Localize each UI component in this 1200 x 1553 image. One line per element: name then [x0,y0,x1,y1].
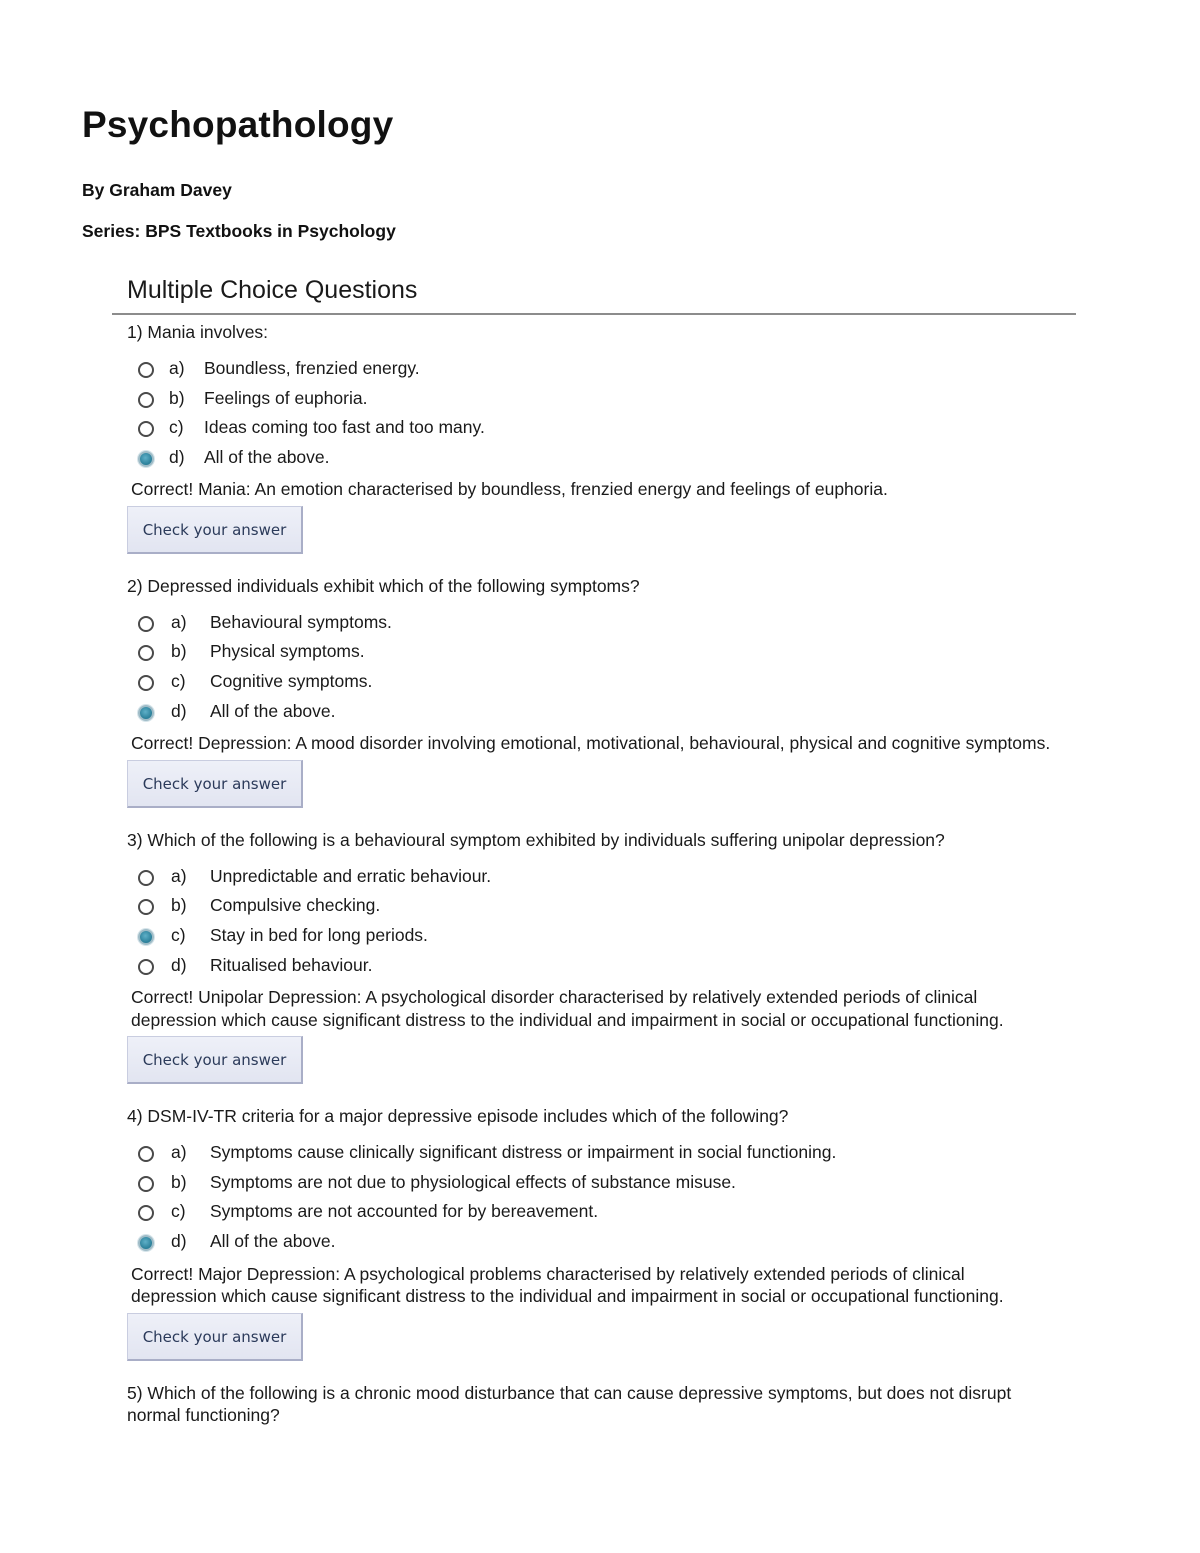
option-a[interactable] [112,864,1062,894]
option-b[interactable] [112,1170,1062,1200]
option-text: Stay in bed for long periods. [210,924,428,945]
option-c[interactable] [112,415,1062,445]
option-d[interactable] [112,699,1062,729]
option-text: Ideas coming too fast and too many. [204,417,485,438]
option-letter: d) [171,700,187,721]
radio-button[interactable] [138,616,154,632]
option-letter: b) [171,1171,187,1192]
question-list [112,320,1062,1426]
section-title: Multiple Choice Questions [127,276,418,304]
option-letter: d) [171,1230,187,1251]
option-letter: c) [171,924,186,945]
radio-button[interactable] [138,870,154,886]
radio-button[interactable] [138,959,154,975]
radio-button[interactable] [138,1176,154,1192]
radio-button[interactable] [138,899,154,915]
option-letter: d) [169,446,185,467]
check-answer-button[interactable]: Check your answer [127,506,303,554]
author-line: By Graham Davey [82,180,232,200]
option-list [112,1140,1062,1258]
option-a[interactable] [112,1140,1062,1170]
question-stem: 1) Mania involves: [127,322,269,342]
answer-feedback: Correct! Depression: A mood disorder involving emotional, motivational, behavioural, physical and cognitive symptoms. [131,733,1051,754]
option-letter: c) [169,417,184,438]
check-answer-button[interactable]: Check your answer [127,760,303,808]
check-answer-button[interactable]: Check your answer [127,1313,303,1361]
radio-button[interactable] [138,392,154,408]
option-c[interactable] [112,923,1062,953]
option-b[interactable] [112,639,1062,669]
question-stem: 5) Which of the following is a chronic mood disturbance that can cause depressive symptoms, but does not disrupt normal functioning? [127,1382,1012,1425]
option-c[interactable] [112,1199,1062,1229]
option-text: Unpredictable and erratic behaviour. [210,865,492,886]
option-text: Symptoms are not accounted for by bereavement. [210,1201,599,1222]
option-d[interactable] [112,445,1062,475]
option-text: All of the above. [204,446,330,467]
option-letter: b) [171,641,187,662]
answer-feedback: Correct! Major Depression: A psychological problems characterised by relatively extended periods of clinical depression which cause significant distress to the individual and impairment in social or occupational functioning. [131,1263,1004,1306]
option-letter: b) [169,387,185,408]
question-5 [112,1381,1062,1426]
option-text: Ritualised behaviour. [210,954,373,975]
option-letter: a) [171,611,187,632]
question-4 [112,1104,1062,1360]
radio-button[interactable] [138,645,154,661]
option-d[interactable] [112,1229,1062,1259]
option-text: Behavioural symptoms. [210,611,392,632]
option-list [112,864,1062,982]
option-text: Feelings of euphoria. [204,387,368,408]
radio-button[interactable] [138,1146,154,1162]
question-stem: 2) Depressed individuals exhibit which of the following symptoms? [127,575,640,596]
option-text: All of the above. [210,1230,336,1251]
question-stem: 4) DSM-IV-TR criteria for a major depressive episode includes which of the following? [127,1106,789,1127]
radio-button[interactable] [138,1235,154,1251]
radio-button[interactable] [138,705,154,721]
radio-button[interactable] [138,451,154,467]
option-c[interactable] [112,669,1062,699]
option-letter: d) [171,954,187,975]
option-b[interactable] [112,386,1062,416]
option-b[interactable] [112,893,1062,923]
question-3 [112,828,1062,1084]
radio-button[interactable] [138,1205,154,1221]
question-2 [112,574,1062,808]
question-stem: 3) Which of the following is a behavioural symptom exhibited by individuals suffering unipolar depression? [127,829,945,850]
option-letter: c) [171,1201,186,1222]
option-text: Boundless, frenzied energy. [204,358,420,378]
check-answer-button[interactable]: Check your answer [127,1036,303,1084]
option-d[interactable] [112,953,1062,983]
option-letter: c) [171,671,186,692]
option-text: Cognitive symptoms. [210,671,373,692]
option-text: Symptoms are not due to physiological effects of substance misuse. [210,1171,736,1192]
radio-button[interactable] [138,675,154,691]
answer-feedback: Correct! Unipolar Depression: A psychological disorder characterised by relatively extended periods of clinical depression which cause significant distress to the individual and impairment in social or occupational functioning. [131,987,1004,1030]
option-letter: a) [171,865,187,886]
series-line: Series: BPS Textbooks in Psychology [82,221,396,241]
document-title: Psychopathology [82,104,394,145]
option-text: Compulsive checking. [210,895,381,916]
answer-feedback: Correct! Mania: An emotion characterised by boundless, frenzied energy and feelings of euphoria. [131,479,888,500]
radio-button[interactable] [138,421,154,437]
option-text: Physical symptoms. [210,641,365,662]
option-letter: a) [171,1142,187,1163]
section-divider [112,313,1076,315]
option-letter: a) [169,358,185,378]
radio-button[interactable] [138,362,154,378]
option-a[interactable] [112,610,1062,640]
option-text: Symptoms cause clinically significant distress or impairment in social functioning. [210,1142,837,1163]
question-1 [112,320,1062,554]
option-text: All of the above. [210,700,336,721]
option-list [112,356,1062,474]
option-a[interactable] [112,356,1062,386]
option-list [112,610,1062,728]
option-letter: b) [171,895,187,916]
radio-button[interactable] [138,929,154,945]
